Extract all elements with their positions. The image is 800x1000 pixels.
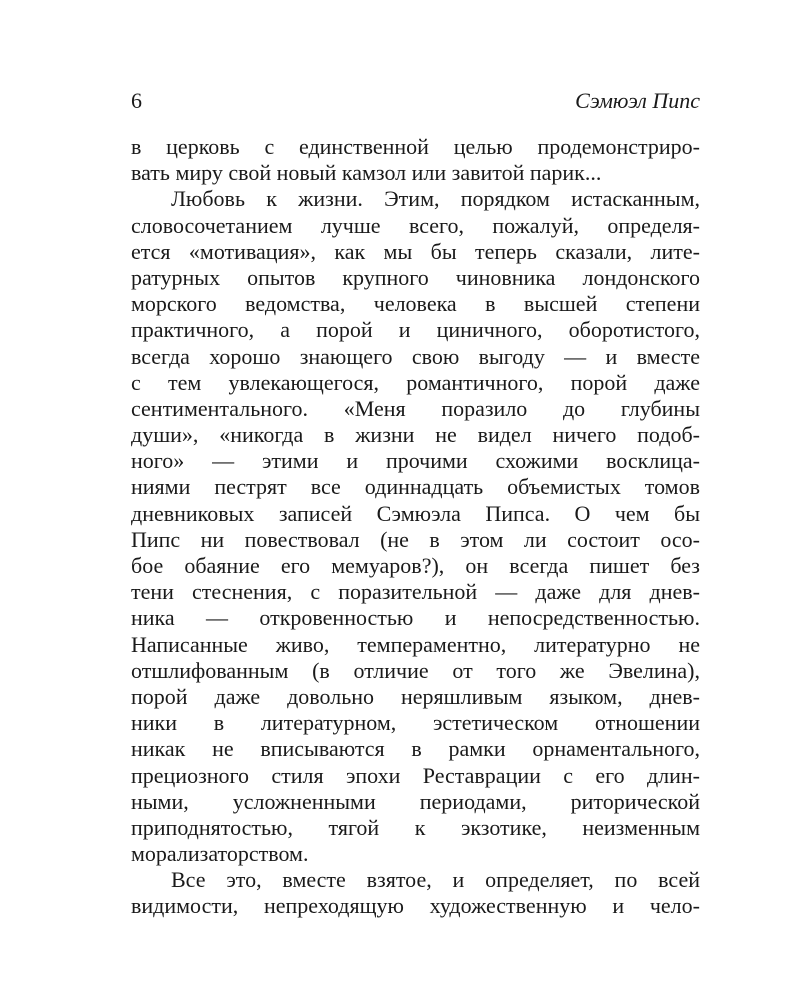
text-line: никак не вписываются в рамки орнаментального, [131, 736, 700, 762]
text-line: практичного, а порой и циничного, оборотистого, [131, 317, 700, 343]
text-line: ники в литературном, эстетическом отношении [131, 710, 700, 736]
text-line: ратурных опытов крупного чиновника лондонского [131, 264, 700, 290]
text-line: морализаторством. [131, 841, 309, 867]
text-line: ными, усложненными периодами, риторической [131, 788, 700, 814]
text-line: в церковь с единственной целью продемонстриро- [131, 134, 700, 159]
text-line: ника — откровенностью и непосредственностью. [131, 605, 700, 631]
body-text [131, 134, 700, 920]
text-line: Написанные живо, темпераментно, литературно не [131, 631, 700, 657]
text-line: ниями пестрят все одиннадцать объемистых томов [131, 474, 700, 500]
text-line: с тем увлекающегося, романтичного, порой даже [131, 369, 700, 395]
text-line: видимости, непреходящую художественную и чело- [131, 893, 700, 919]
text-line: Любовь к жизни. Этим, порядком истасканным, [171, 186, 700, 212]
text-line: всегда хорошо знающего свою выгоду — и вместе [131, 343, 700, 369]
text-line: бое обаяние его мемуаров?), он всегда пишет без [131, 553, 700, 578]
text-line: отшлифованным (в отличие от того же Эвелина), [131, 657, 700, 683]
text-line: Все это, вместе взятое, и определяет, по всей [171, 867, 700, 893]
text-line: ного» — этими и прочими схожими восклица- [131, 448, 700, 474]
text-line: приподнятостью, тягой к экзотике, неизменным [131, 814, 700, 840]
running-title: Сэмюэл Пипс [575, 88, 700, 113]
page-number: 6 [131, 88, 142, 113]
text-line: порой даже довольно неряшливым языком, днев- [131, 683, 700, 709]
text-line: Пипс ни повествовал (не в этом ли состоит осо- [131, 526, 700, 552]
text-line: сентиментального. «Меня поразило до глубины [131, 395, 700, 421]
text-line: прециозного стиля эпохи Реставрации с его длин- [131, 762, 700, 788]
text-line: словосочетанием лучше всего, пожалуй, определя- [131, 212, 700, 238]
text-line: морского ведомства, человека в высшей степени [131, 291, 700, 317]
text-line: вать миру свой новый камзол или завитой парик... [131, 160, 602, 186]
text-line: души», «никогда в жизни не видел ничего подоб- [131, 422, 700, 448]
text-line: тени стеснения, с поразительной — даже для днев- [131, 579, 700, 605]
text-line: ется «мотивация», как мы бы теперь сказали, лите- [131, 238, 700, 264]
text-line: дневниковых записей Сэмюэла Пипса. О чем бы [131, 500, 700, 526]
